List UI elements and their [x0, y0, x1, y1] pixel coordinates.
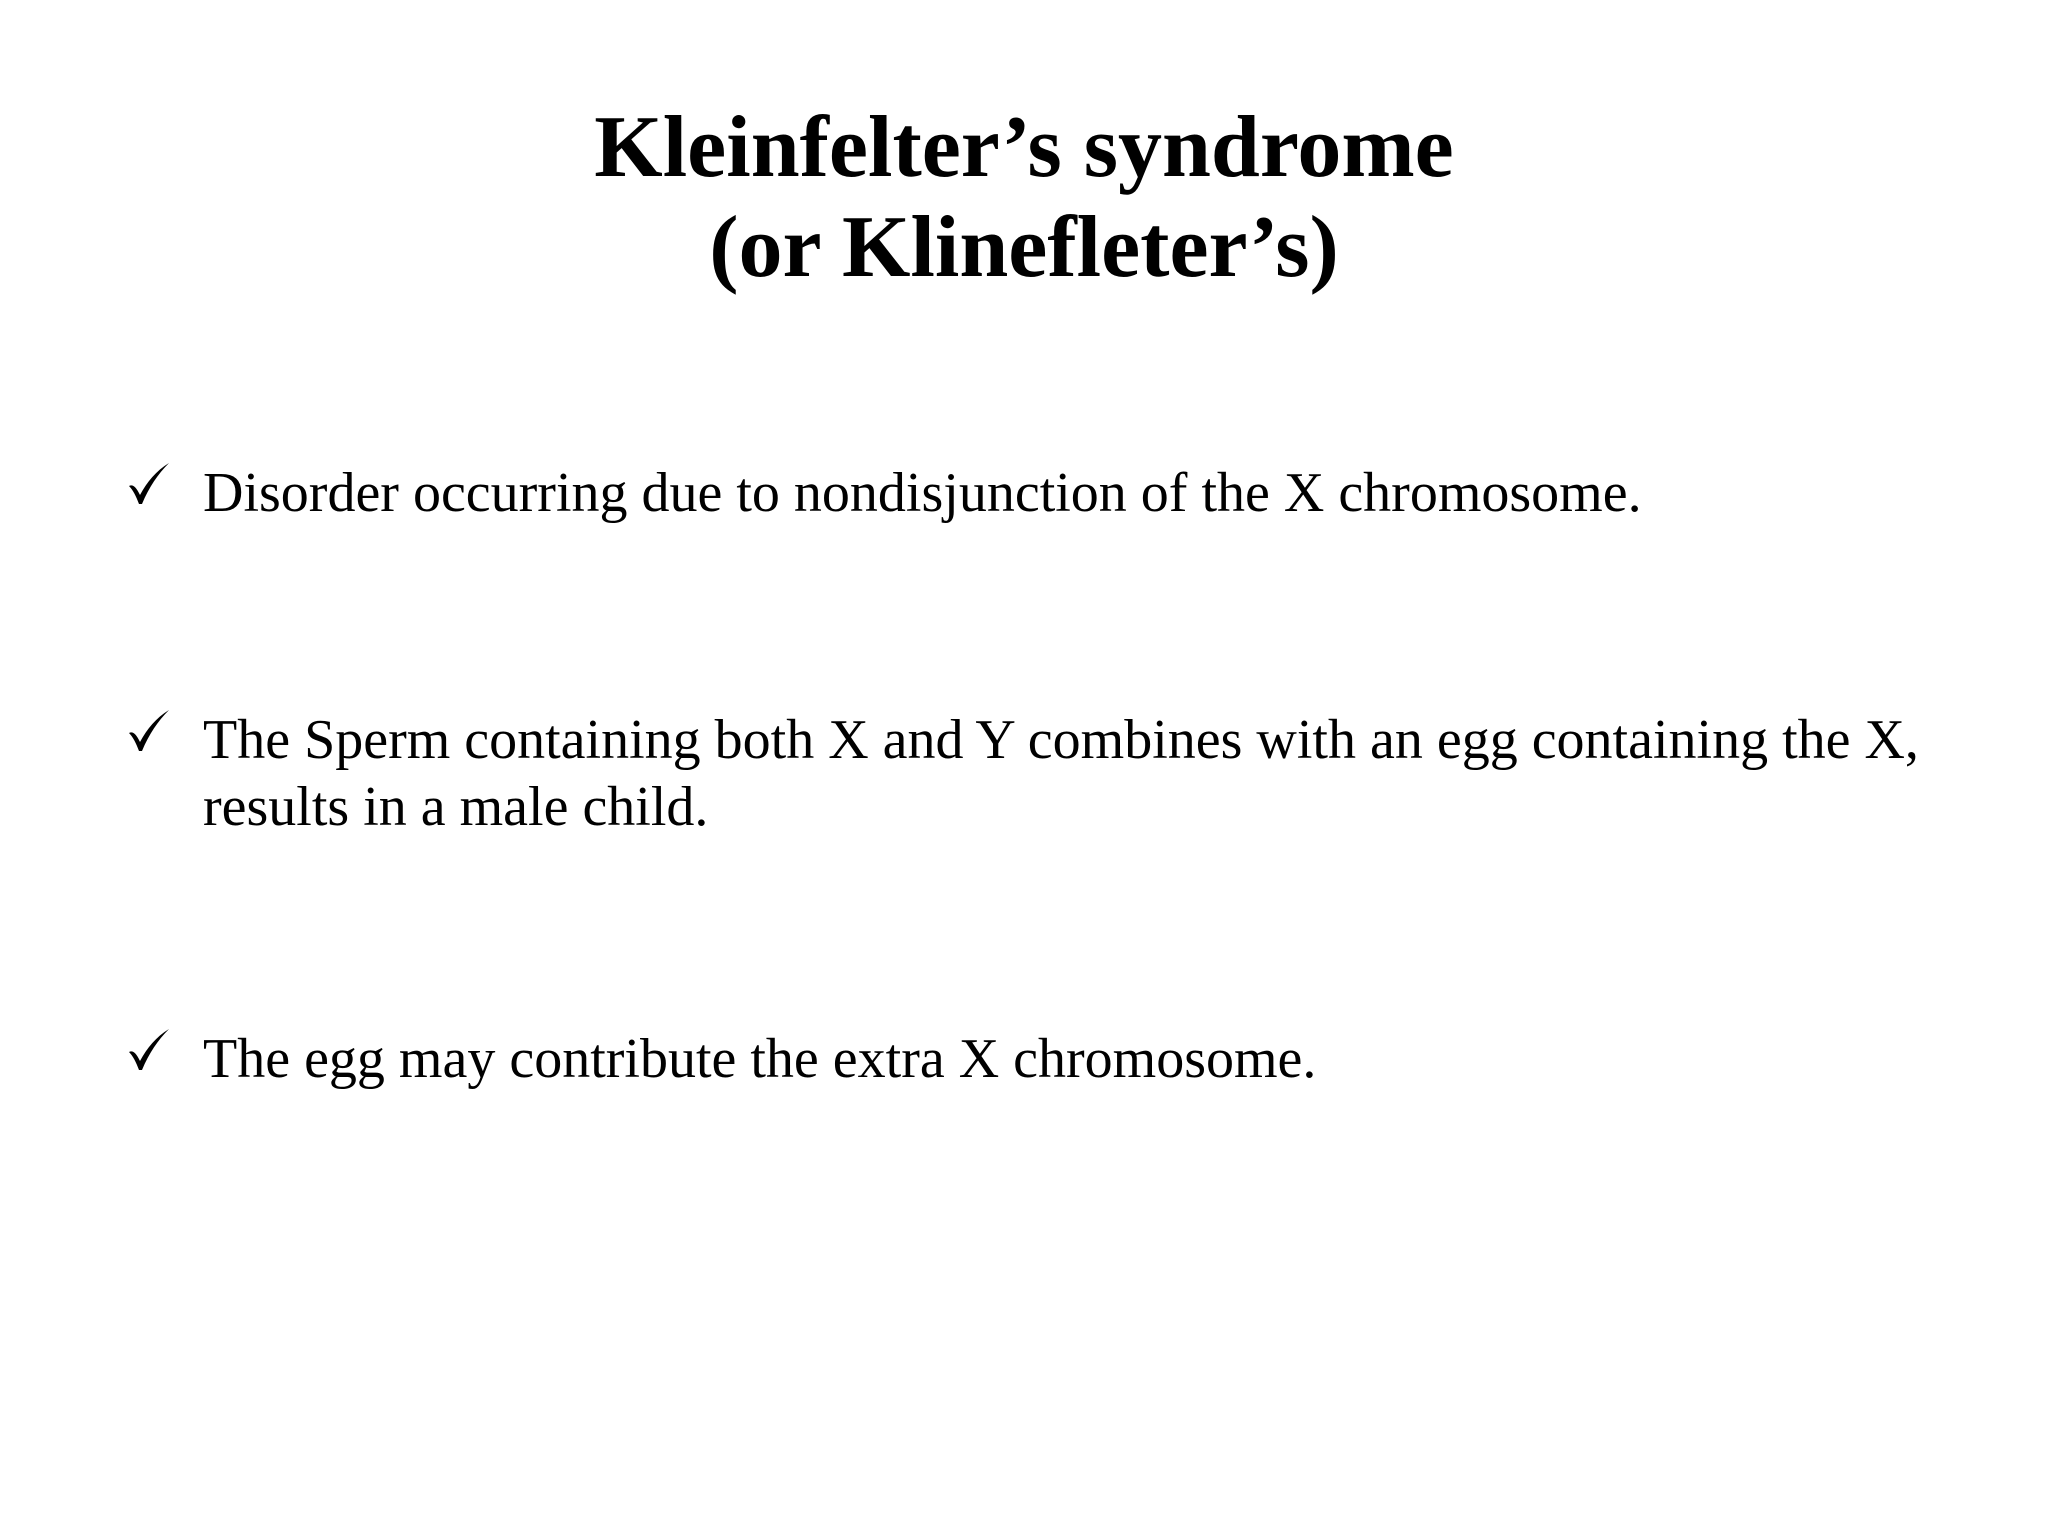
bullet-item [125, 460, 1925, 527]
title-line-1: Kleinfelter’s syndrome [594, 99, 1454, 196]
checkmark-icon [125, 460, 173, 508]
bullet-text: The Sperm containing both X and Y combines with an egg containing the X, results in a male child. [203, 709, 1919, 838]
bullet-text: The egg may contribute the extra X chromosome. [203, 1028, 1317, 1090]
checkmark-icon [125, 707, 173, 755]
checkmark-icon [125, 1026, 173, 1074]
slide-title [0, 98, 2048, 298]
bullet-text: Disorder occurring due to nondisjunction of the X chromosome. [203, 462, 1642, 524]
bullet-item [125, 707, 1925, 841]
title-line-2: (or Klinefleter’s) [709, 199, 1339, 296]
bullet-item [125, 1026, 1925, 1093]
